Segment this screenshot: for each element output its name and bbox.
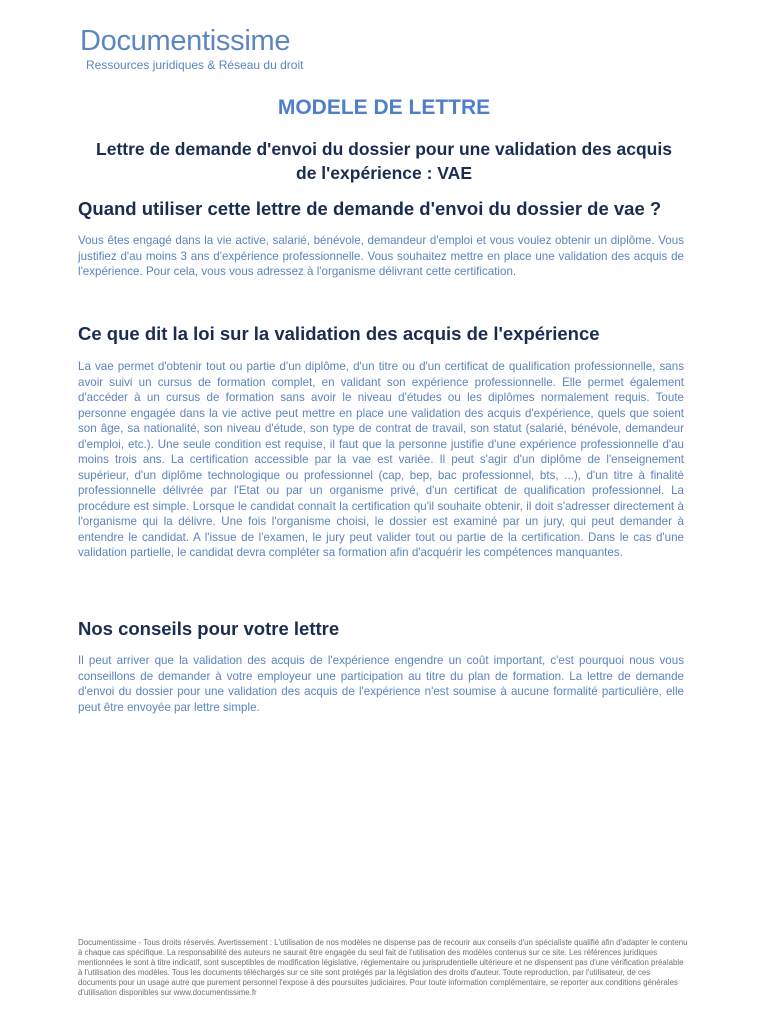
document-title: MODELE DE LETTRE — [277, 96, 491, 119]
section-heading-law: Ce que dit la loi sur la validation des acquis de l'expérience — [78, 323, 600, 344]
letter-subtitle: Lettre de demande d'envoi du dossier pour une validation des acquis de l'expérience : VAE — [96, 139, 672, 183]
section-text-law: La vae permet d'obtenir tout ou partie d'un diplôme, d'un titre ou d'un certificat de qualification professionnelle, sans avoir suivi un cursus de formation complet, en validant son expérience professionnelle. Elle permet également d'accéder à un cursus de formation sans avoir le niveau d'études ou les diplômes normalement requis. Toute personne engagée dans la vie active peut mettre en place une validation des acquis d'expérience, quels que soient son âge, sa nationalité, son niveau d'étude, son type de contrat de travail, son statut (salarié, bénévole, demandeur d'emploi, etc.). Une seule condition est requise, il faut que la personne justifie d'une expérience professionnelle d'au moins trois ans. La certification accessible par la vae est variée. Il peut s'agir d'un diplôme de l'enseignement supérieur, d'un diplôme technologique ou professionnel (cap, bep, bac professionnel, bts, ...), d'un titre à finalité professionnelle délivrée par l'Etat ou par un organisme privé, d'un certificat de qualification professionnel. La procédure est simple. Lorsque le candidat connaît la certification qu'il souhaite obtenir, il doit s'adresser directement à l'organisme qui la délivre. Une fois l'organisme choisi, le dossier est examiné par un jury, qui peut demander à entendre le candidat. A l'issue de l'examen, le jury peut valider tout ou partie de la certification. Dans le cas d'une validation partielle, le candidat devra compléter sa formation afin d'acquérir les compétences manquantes. — [78, 360, 684, 559]
footer-disclaimer: Documentissime - Tous droits réservés. Avertissement : L'utilisation de nos modèles ne dispense pas de recourir aux conseils d'un spécialiste qualifié afin d'adapter le contenu à chaque cas spécifique. La responsabilité des auteurs ne saurait être engagée du seul fait de l'utilisation des modèles contenus sur ce site. Les références juridiques mentionnées le sont à titre indicatif, sont susceptibles de modification législative, réglementaire ou jurisprudentielle ultérieure et ne dispensent pas d'une vérification préalable à l'utilisation des modèles. Tous les documents téléchargés sur ce site sont protégés par la législation des droits d'auteur. Toute reproduction, par l'utilisateur, de ces documents pour un usage autre que purement personnel l'expose à des poursuites judiciaires. Pour toute information complémentaire, se reporter aux conditions générales d'utilisation disponibles sur www.documentissime.fr — [78, 938, 688, 997]
section-heading-when-to-use: Quand utiliser cette lettre de demande d'envoi du dossier de vae ? — [78, 198, 662, 219]
section-text-when-to-use: Vous êtes engagé dans la vie active, salarié, bénévole, demandeur d'emploi et vous voulez obtenir un diplôme. Vous justifiez d'au moins 3 ans d'expérience professionnelle. Vous souhaitez mettre en place une validation des acquis de l'expérience. Pour cela, vous vous adressez à l'organisme délivrant cette certification. — [78, 234, 684, 278]
documentissime-logo — [80, 24, 303, 72]
logo-name: Documentissime — [80, 25, 291, 57]
section-text-advice: Il peut arriver que la validation des acquis de l'expérience engendre un coût important, c'est pourquoi nous vous conseillons de demander à votre employeur une participation au titre du plan de formation. La lettre de demande d'envoi du dossier pour une validation des acquis de l'expérience n'est soumise à aucune formalité particulière, elle peut être envoyée par lettre simple. — [78, 654, 684, 714]
section-heading-advice: Nos conseils pour votre lettre — [78, 618, 340, 639]
logo-tagline: Ressources juridiques & Réseau du droit — [86, 58, 304, 72]
